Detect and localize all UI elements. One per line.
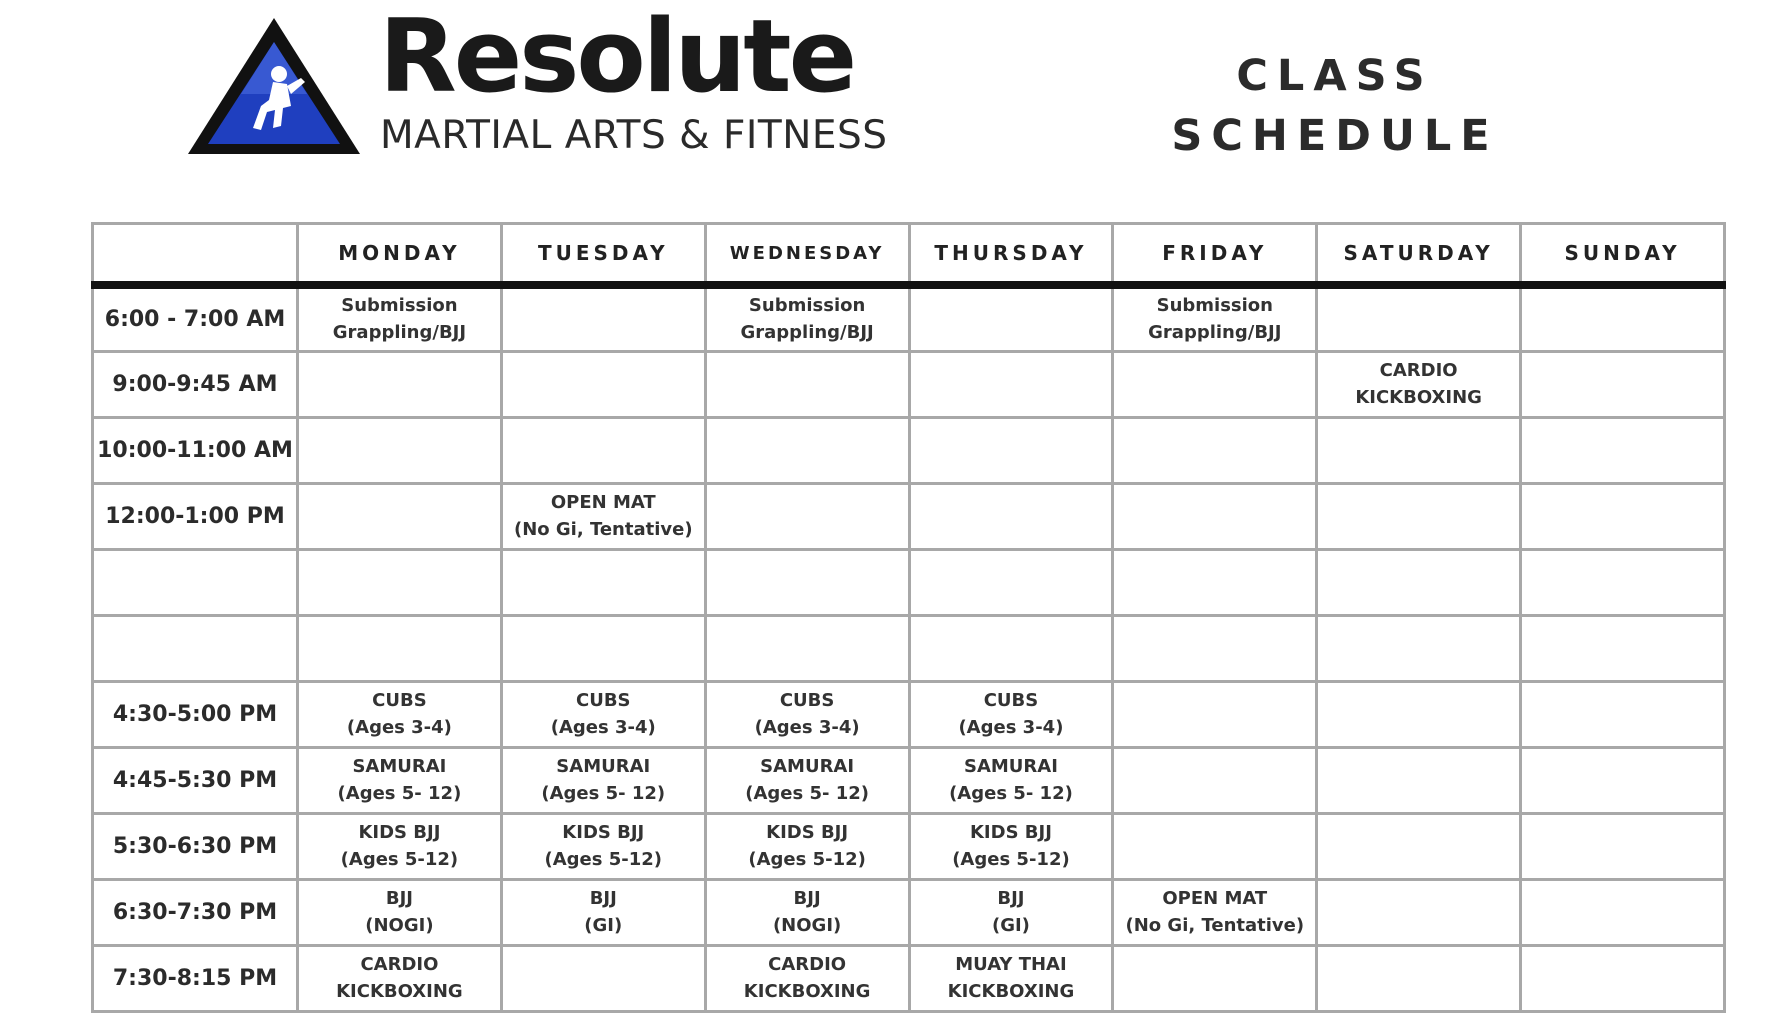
class-cell-friday [1113,879,1317,945]
title-line-2: SCHEDULE [1171,111,1499,161]
class-name-line: KICKBOXING [336,981,463,1002]
class-cell-thursday [909,879,1113,945]
class-cell-tuesday [501,549,705,615]
class-name-line: KICKBOXING [1355,387,1482,408]
schedule-row [93,747,1725,813]
class-cell-friday [1113,615,1317,681]
day-header-monday: MONDAY [298,224,502,286]
class-cell-sunday [1521,681,1725,747]
class-cell-saturday [1317,879,1521,945]
class-cell-friday [1113,417,1317,483]
class-cell-wednesday [705,417,909,483]
brand-name: Resolute [379,0,855,115]
class-cell-sunday [1521,351,1725,417]
class-cell-thursday [909,549,1113,615]
schedule-row [93,417,1725,483]
class-name-line: Grappling/BJJ [740,322,874,344]
class-name-line: KIDS BJJ [969,822,1052,843]
day-header-friday: FRIDAY [1113,224,1317,286]
day-header-wednesday: WEDNESDAY [705,224,909,286]
class-cell-tuesday [501,945,705,1011]
class-name-line: BJJ [793,888,821,909]
time-header-cell [93,224,298,286]
time-slot-cell: 12:00-1:00 PM [93,483,298,549]
class-name-line: KICKBOXING [947,981,1075,1002]
class-cell-sunday [1521,417,1725,483]
class-name-line: CARDIO [1379,360,1458,381]
day-header-sunday: SUNDAY [1521,224,1725,286]
class-name-line: Grappling/BJJ [332,322,467,344]
class-name-line: OPEN MAT [1162,888,1268,909]
schedule-body [93,285,1725,1011]
class-cell-wednesday [705,681,909,747]
class-cell-saturday [1317,483,1521,549]
class-cell-tuesday [501,483,705,549]
day-header-row [93,224,1725,286]
class-name-line: (No Gi, Tentative) [513,519,693,540]
class-cell-thursday [909,813,1113,879]
class-schedule-table [91,222,1726,1013]
class-cell-sunday [1521,483,1725,549]
class-cell-tuesday [501,351,705,417]
class-name-line: (Ages 3-4) [958,717,1064,738]
class-name-line: (Ages 5- 12) [541,783,666,804]
class-cell-saturday [1317,747,1521,813]
class-cell-thursday [909,945,1113,1011]
class-name-line: CARDIO [360,954,439,975]
class-cell-tuesday [501,417,705,483]
class-cell-tuesday [501,285,705,351]
class-cell-friday [1113,945,1317,1011]
class-cell-tuesday [501,813,705,879]
class-name-line: SAMURAI [963,756,1058,777]
class-cell-saturday [1317,945,1521,1011]
class-cell-wednesday [705,945,909,1011]
class-name-line: (Ages 3-4) [754,717,860,738]
class-cell-monday [298,615,502,681]
class-name-line: KIDS BJJ [766,822,849,843]
time-slot-cell: 6:00 - 7:00 AM [93,285,298,351]
class-cell-monday [298,681,502,747]
time-slot-cell [93,615,298,681]
class-cell-monday [298,879,502,945]
class-name-line: Submission [341,295,458,317]
class-cell-wednesday [705,879,909,945]
class-cell-wednesday [705,549,909,615]
schedule-row [93,483,1725,549]
brand-logo [187,0,907,162]
class-name-line: (Ages 3-4) [346,717,452,738]
class-name-line: SAMURAI [760,756,855,777]
class-name-line: (NOGI) [365,915,434,936]
class-name-line: SAMURAI [352,756,447,777]
class-cell-saturday [1317,549,1521,615]
time-slot-cell: 6:30-7:30 PM [93,879,298,945]
class-cell-tuesday [501,681,705,747]
time-slot-cell: 4:30-5:00 PM [93,681,298,747]
class-cell-friday [1113,549,1317,615]
time-slot-cell: 10:00-11:00 AM [93,417,298,483]
class-cell-wednesday [705,813,909,879]
class-name-line: (Ages 5-12) [340,849,459,870]
class-cell-wednesday [705,351,909,417]
class-cell-monday [298,945,502,1011]
class-cell-monday [298,483,502,549]
class-name-line: (GI) [584,915,623,936]
class-name-line: CUBS [983,690,1039,711]
class-name-line: CUBS [372,690,427,711]
class-cell-sunday [1521,945,1725,1011]
time-slot-cell: 9:00-9:45 AM [93,351,298,417]
class-name-line: (Ages 5-12) [544,849,663,870]
schedule-row [93,549,1725,615]
class-name-line: Submission [1156,295,1273,317]
time-slot-cell: 4:45-5:30 PM [93,747,298,813]
class-name-line: BJJ [385,888,413,909]
class-cell-friday [1113,747,1317,813]
class-name-line: Submission [748,295,866,317]
class-cell-sunday [1521,813,1725,879]
class-name-line: (GI) [991,915,1030,936]
class-cell-wednesday [705,747,909,813]
class-cell-friday [1113,285,1317,351]
class-cell-sunday [1521,879,1725,945]
class-cell-monday [298,417,502,483]
schedule-row [93,879,1725,945]
time-slot-cell: 5:30-6:30 PM [93,813,298,879]
class-name-line: OPEN MAT [550,492,656,513]
class-cell-saturday [1317,285,1521,351]
class-name-line: (Ages 5- 12) [337,783,462,804]
class-name-line: BJJ [589,888,617,909]
schedule-row [93,351,1725,417]
schedule-row [93,945,1725,1011]
day-header-tuesday: TUESDAY [501,224,705,286]
schedule-row [93,615,1725,681]
class-cell-thursday [909,351,1113,417]
class-name-line: (Ages 5- 12) [745,783,869,804]
class-name-line: KIDS BJJ [562,822,645,843]
class-name-line: CUBS [779,690,835,711]
class-cell-monday [298,747,502,813]
class-cell-monday [298,285,502,351]
page-title [1150,46,1520,166]
class-cell-saturday [1317,681,1521,747]
class-name-line: BJJ [997,888,1025,909]
class-cell-thursday [909,681,1113,747]
class-name-line: KICKBOXING [743,981,871,1002]
class-cell-saturday [1317,417,1521,483]
class-cell-monday [298,549,502,615]
class-cell-sunday [1521,747,1725,813]
class-cell-tuesday [501,615,705,681]
class-cell-sunday [1521,615,1725,681]
schedule-row [93,285,1725,351]
day-header-saturday: SATURDAY [1317,224,1521,286]
class-name-line: (Ages 3-4) [550,717,656,738]
class-name-line: (NOGI) [772,915,842,936]
class-name-line: SAMURAI [556,756,651,777]
class-cell-sunday [1521,285,1725,351]
class-name-line: CARDIO [768,954,847,975]
title-line-1: CLASS [1236,51,1434,101]
martial-arts-emblem-icon [187,16,362,156]
class-cell-sunday [1521,549,1725,615]
class-cell-tuesday [501,879,705,945]
class-name-line: (No Gi, Tentative) [1125,915,1305,936]
class-cell-wednesday [705,285,909,351]
schedule-row [93,813,1725,879]
brand-tagline: MARTIAL ARTS & FITNESS [380,113,888,158]
class-name-line: MUAY THAI [955,954,1067,975]
class-cell-wednesday [705,483,909,549]
class-name-line: (Ages 5- 12) [949,783,1073,804]
class-name-line: (Ages 5-12) [748,849,866,870]
class-name-line: Grappling/BJJ [1148,322,1282,344]
class-name-line: KIDS BJJ [358,822,441,843]
class-name-line: (Ages 5-12) [952,849,1070,870]
class-cell-thursday [909,615,1113,681]
class-cell-friday [1113,681,1317,747]
class-cell-saturday [1317,813,1521,879]
class-cell-saturday [1317,351,1521,417]
time-slot-cell: 7:30-8:15 PM [93,945,298,1011]
class-cell-thursday [909,747,1113,813]
class-cell-tuesday [501,747,705,813]
class-cell-saturday [1317,615,1521,681]
class-cell-thursday [909,285,1113,351]
class-cell-friday [1113,351,1317,417]
class-cell-monday [298,813,502,879]
class-cell-thursday [909,417,1113,483]
class-cell-wednesday [705,615,909,681]
schedule-row [93,681,1725,747]
time-slot-cell [93,549,298,615]
class-name-line: CUBS [576,690,631,711]
class-cell-monday [298,351,502,417]
day-header-thursday: THURSDAY [909,224,1113,286]
class-cell-friday [1113,813,1317,879]
class-cell-thursday [909,483,1113,549]
class-cell-friday [1113,483,1317,549]
